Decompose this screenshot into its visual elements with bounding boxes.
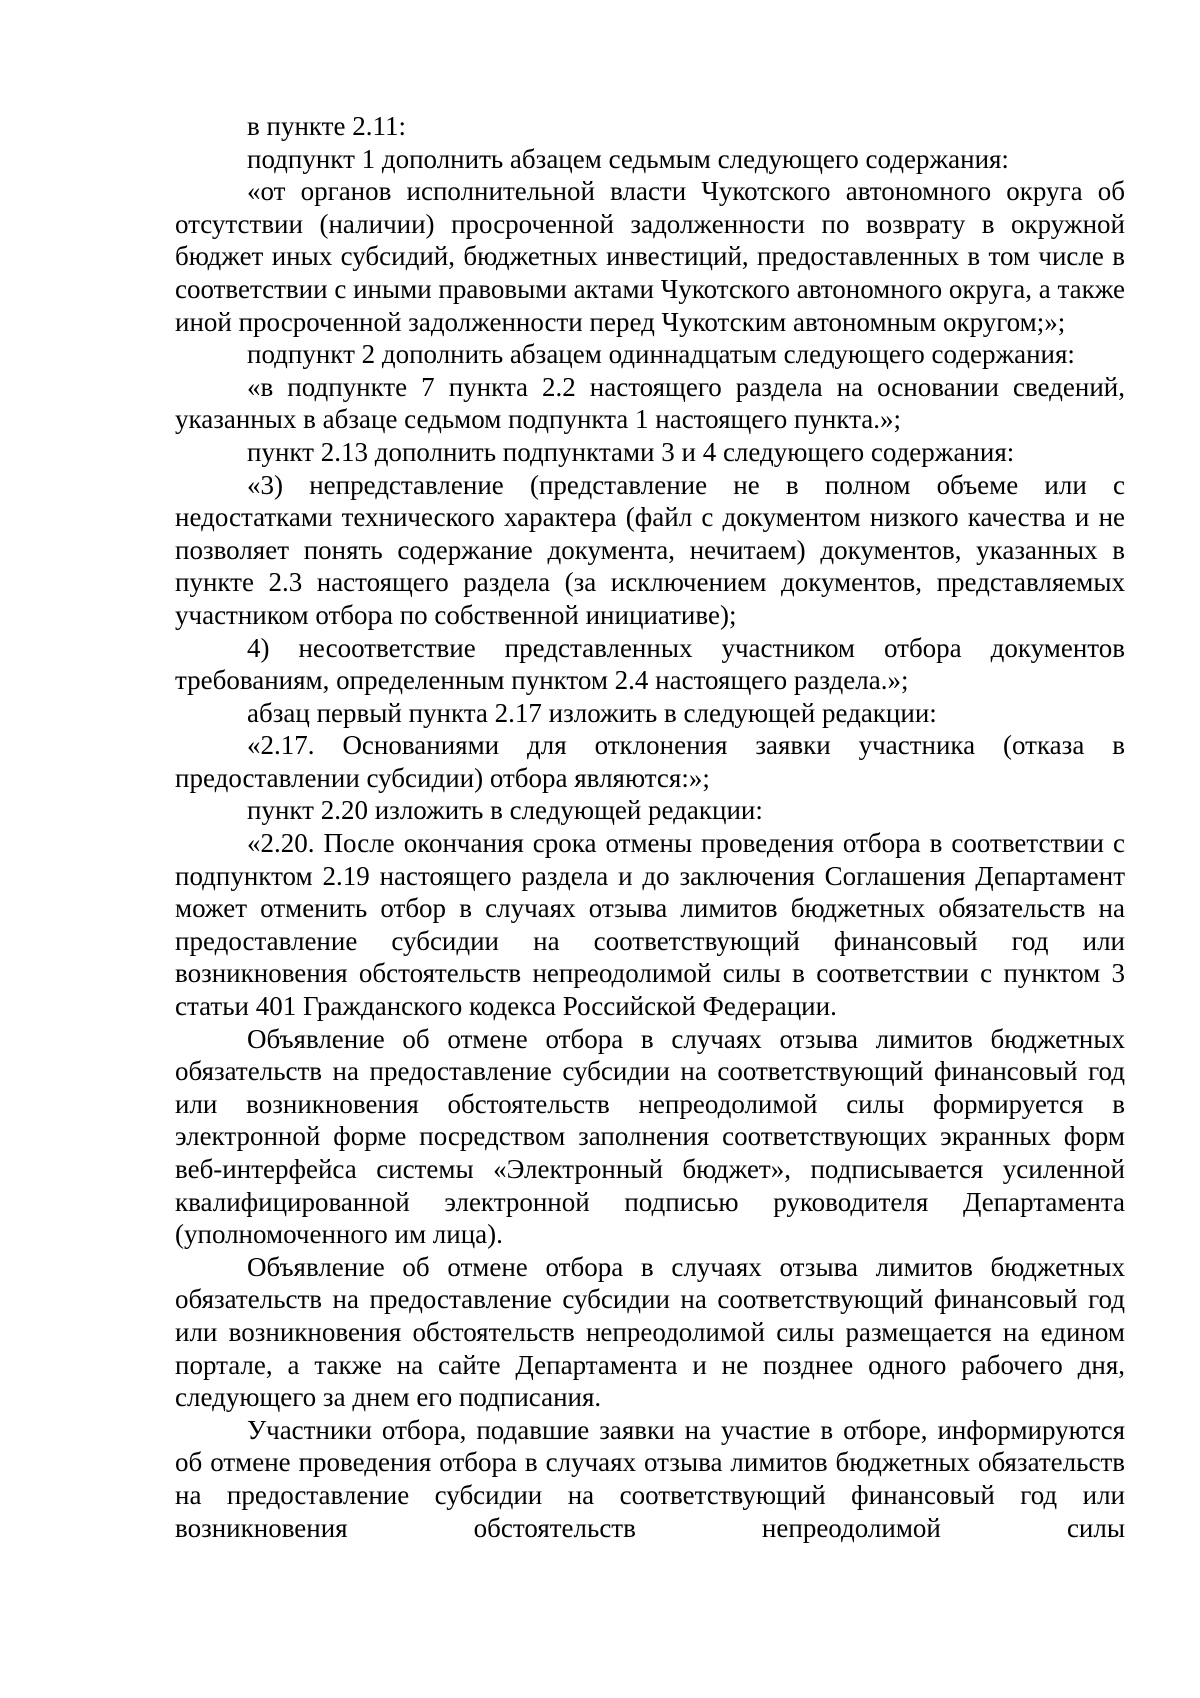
paragraph-subitem-1: подпункт 1 дополнить абзацем седьмым следующего содержания: <box>247 143 1009 174</box>
paragraph-quote-executive-bodies: «от органов исполнительной власти Чукотского автономного округа об отсутствии (наличии) просроченной задолженности по возврату в окружной бюджет иных субсидий, бюджетных инвестиций, предоставленных в том числе в соответствии с иными правовыми актами Чукотского автономного округа, а также иной просроченной задолженности перед Чукотским автономным округом;»; <box>175 176 1125 337</box>
paragraph-announcement-formed: Объявление об отмене отбора в случаях отзыва лимитов бюджетных обязательств на предоставление субсидии на соответствующий финансовый год или возникновения обстоятельств непреодолимой силы формируется в электронной форме посредством заполнения соответствующих экранных форм веб-интерфейса системы «Электронный бюджет», подписывается усиленной квалифицированной электронной подписью руководителя Департамента (уполномоченного им лица). <box>175 1023 1125 1250</box>
paragraph-quote-2-17: «2.17. Основаниями для отклонения заявки участника (отказа в предоставлении субсидии) отбора являются:»; <box>175 730 1125 793</box>
paragraph-announcement-published: Объявление об отмене отбора в случаях отзыва лимитов бюджетных обязательств на предоставление субсидии на соответствующий финансовый год или возникновения обстоятельств непреодолимой силы размещается на едином портале, а также на сайте Департамента и не позднее одного рабочего дня, следующего за днем его подписания. <box>175 1251 1125 1413</box>
paragraph-item-2-13: пункт 2.13 дополнить подпунктами 3 и 4 следующего содержания: <box>247 436 1015 467</box>
paragraph-item-2-17: абзац первый пункта 2.17 изложить в следующей редакции: <box>247 697 937 728</box>
paragraph-subitem-2: подпункт 2 дополнить абзацем одиннадцатым следующего содержания: <box>247 339 1075 370</box>
document-page <box>175 110 1125 1544</box>
paragraph-quote-4: 4) несоответствие представленных участником отбора документов требованиям, определенным пунктом 2.4 настоящего раздела.»; <box>175 632 1125 696</box>
paragraph-item-2-20: пункт 2.20 изложить в следующей редакции: <box>247 795 763 826</box>
paragraph-quote-subitem-7: «в подпункте 7 пункта 2.2 настоящего раздела на основании сведений, указанных в абзаце седьмом подпункта 1 настоящего пункта.»; <box>175 371 1125 435</box>
paragraph-quote-3: «3) непредставление (представление не в полном объеме или с недостатками технического характера (файл с документом низкого качества и не позволяет понять содержание документа, нечитаем) документов, указанных в пункте 2.3 настоящего раздела (за исключением документов, представляемых участником отбора по собственной инициативе); <box>175 469 1125 630</box>
paragraph-quote-2-20: «2.20. После окончания срока отмены проведения отбора в соответствии с подпунктом 2.19 настоящего раздела и до заключения Соглашения Департамент может отменить отбор в случаях отзыва лимитов бюджетных обязательств на предоставление субсидии на соответствующий финансовый год или возникновения обстоятельств непреодолимой силы в соответствии с пунктом 3 статьи 401 Гражданского кодекса Российской Федерации. <box>175 828 1125 1022</box>
paragraph-item-2-11: в пункте 2.11: <box>247 111 406 141</box>
paragraph-participants-informed: Участники отбора, подавшие заявки на участие в отборе, информируются об отмене проведения отбора в случаях отзыва лимитов бюджетных обязательств на предоставление субсидии на соответствующий финансовый год или возникновения обстоятельств непреодолимой силы <box>175 1414 1125 1543</box>
